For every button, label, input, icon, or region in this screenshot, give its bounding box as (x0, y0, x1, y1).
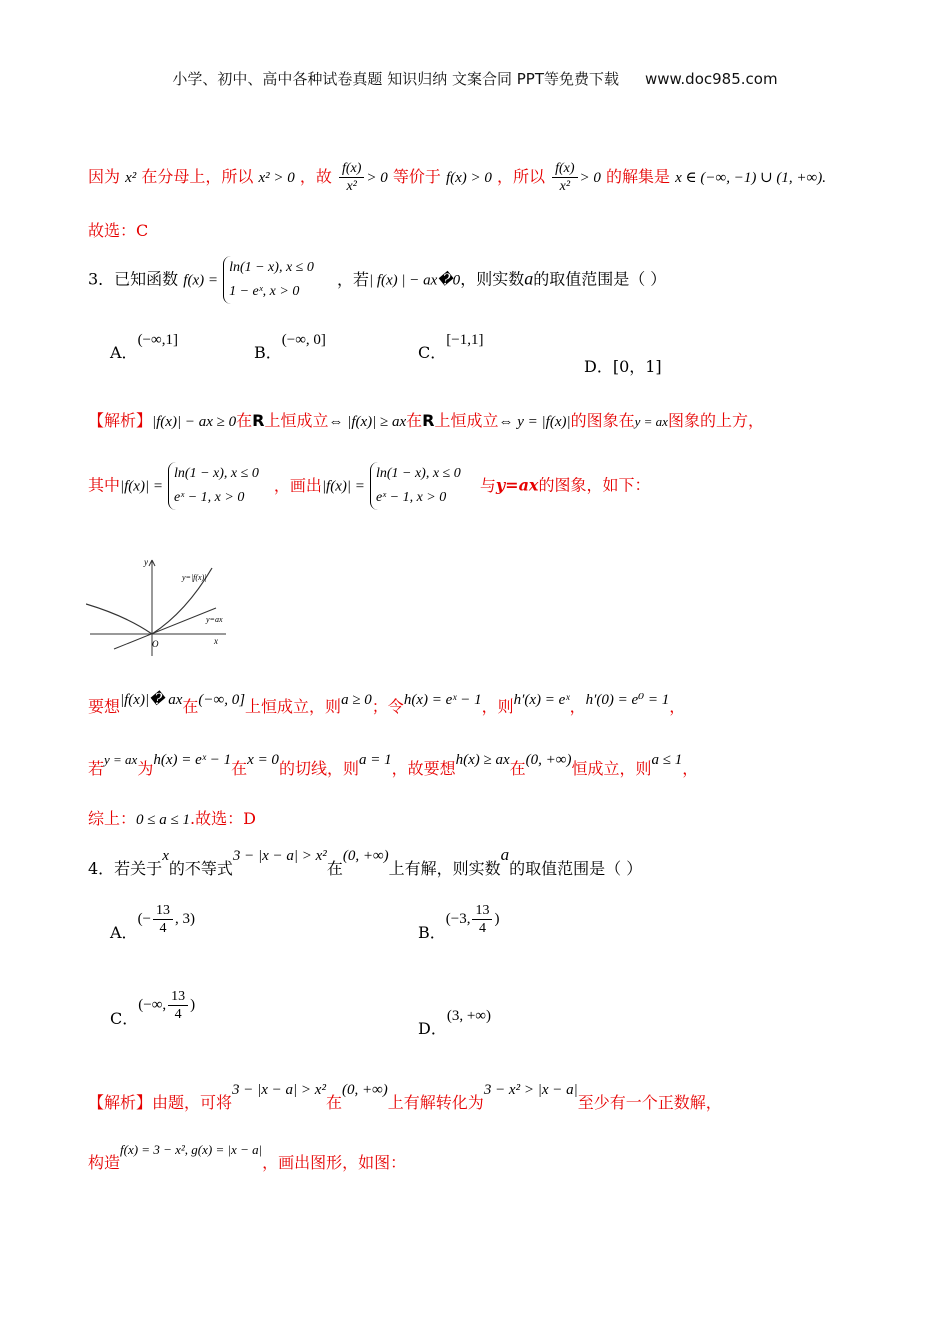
origin-label: O (152, 639, 159, 649)
q3-option-b: B．(−∞, 0] (254, 332, 326, 362)
q4-option-d: D．(3, +∞) (418, 1008, 491, 1038)
fraction: $\frac{f(x)}{\text{x²}}$ (339, 160, 364, 195)
header-site: www.doc985.com (644, 70, 778, 88)
piecewise: ln(1 − x), x ≤ 0 1 − eˣ, x > 0 (223, 256, 314, 304)
q4-solution-line1: 【解析】由题，可将3 − |x − a| > x²在(0, +∞)上有解转化为3 − x² > |x − a|至少有一个正数解， (88, 1082, 722, 1112)
p2-solution-line: 因为 x² 在分母上，所以 x² > 0 ，故 $\frac{f(x)}{\text{x²}}$ > 0 等价于 f(x) > 0 ，所以 $\frac{f(x)}{\text{x²}}$ > 0 的解集是 x ∈ (−∞, −1) ∪ (1, +∞). (88, 161, 826, 194)
header-text: 小学、初中、高中各种试卷真题 知识归纳 文案合同 PPT等免费下载 (172, 70, 619, 88)
p2-answer: 故选：C (88, 221, 149, 240)
curve-left (86, 604, 152, 634)
q3-option-c: C．[−1,1] (418, 332, 484, 362)
curve-label: y=|f(x)| (182, 573, 207, 582)
q3-solution-line5: 综上：0 ≤ a ≤ 1.故选：D (88, 809, 256, 828)
piecewise: ln(1 − x), x ≤ 0 eˣ − 1, x > 0 (168, 462, 259, 510)
q4-option-b: B．(−3, $\frac{13}{4}$ ) (418, 903, 500, 942)
q3-option-d: D．[0，1] (584, 357, 662, 376)
q3-solution-line2: 其中|f(x)| = ln(1 − x), x ≤ 0 eˣ − 1, x > 0 ，画出|f(x)| = ln(1 − x), x ≤ 0 eˣ − 1, x > 0 与y=ax的图象，如下： (88, 462, 650, 510)
q3-stem: 3．已知函数 f(x) = ln(1 − x), x ≤ 0 1 − eˣ, x > 0 ，若| f(x) | − ax�0，则实数a的取值范围是（ ） (88, 256, 666, 304)
q4-stem: 4．若关于x的不等式3 − |x − a| > x²在(0, +∞)上有解，则实数a的取值范围是（ ） (88, 845, 643, 878)
line-ax (114, 608, 216, 649)
q3-graph (86, 552, 236, 662)
line-label: y=ax (206, 615, 223, 624)
q3-solution-line3: 要想|f(x)|� ax在(−∞, 0]上恒成立，则a ≥ 0；令h(x) = eˣ − 1，则h′(x) = eˣ，h′(0) = e⁰ = 1， (88, 692, 686, 716)
q3-solution-line1: 【解析】|f(x)| − ax ≥ 0在R上恒成立⇔ |f(x)| ≥ ax在R上恒成立⇔ y = |f(x)|的图象在y = ax图象的上方， (88, 411, 764, 430)
y-label: y (144, 557, 148, 567)
q3-option-a: A．(−∞,1] (110, 332, 178, 362)
piecewise: ln(1 − x), x ≤ 0 eˣ − 1, x > 0 (370, 462, 461, 510)
page-header (0, 68, 950, 89)
q3-solution-line4: 若y = ax为h(x) = eˣ − 1在x = 0的切线，则a = 1，故要想h(x) ≥ ax在(0, +∞)恒成立，则a ≤ 1， (88, 752, 699, 778)
x-label: x (214, 636, 218, 646)
q4-option-c: C．(−∞, $\frac{13}{4}$ ) (110, 989, 196, 1028)
q4-option-a: A．(− $\frac{13}{4}$ , 3) (110, 903, 196, 942)
fraction: $\frac{f(x)}{\text{x²}}$ (552, 160, 577, 195)
q4-solution-line2: 构造f(x) = 3 − x², g(x) = |x − a|，画出图形，如图： (88, 1142, 407, 1172)
